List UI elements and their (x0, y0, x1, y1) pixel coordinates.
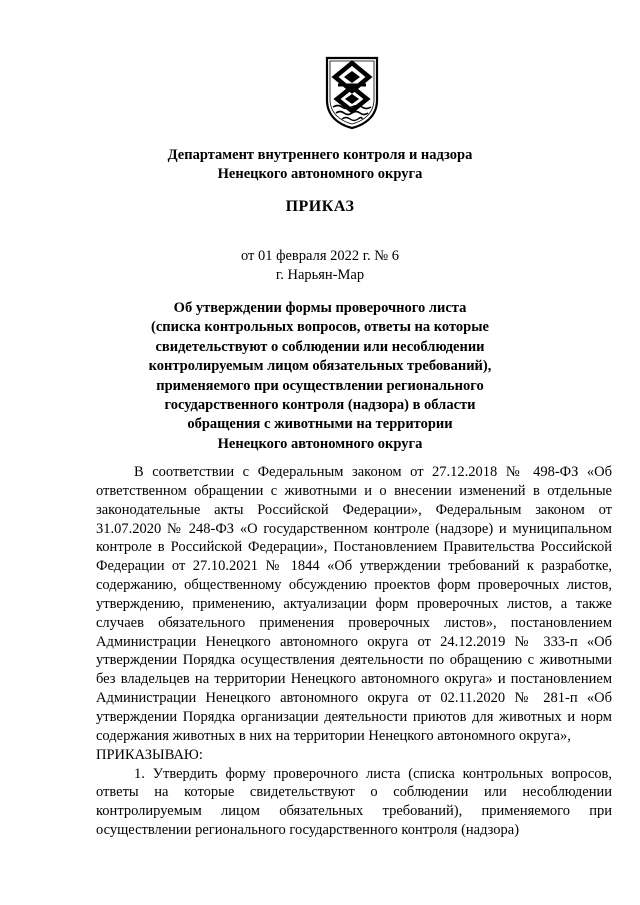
city: г. Нарьян-Мар (275, 267, 365, 283)
document-type: ПРИКАЗ (285, 198, 355, 215)
title-line: контролируемым лицом обязательных требований), (148, 358, 492, 375)
title-line: Ненецкого автономного округа (217, 435, 423, 452)
preamble-paragraph: В соответствии с Федеральным законом от 27.12.2018 № 498-ФЗ «Об ответственном обращении с животными и о внесении изменений в отдельные законодательные акты Российской Федерации», Федеральным законом от 31.07.2020 № 248-ФЗ «О государственном контроле (надзоре) и муниципальном контроле в Российской Федерации», Постановлением Правительства Российской Федерации от 27.10.2021 № 1844 «Об утверждении требований к разработке, содержанию, общественному обсуждению проектов форм проверочных листов, утверждению, применению, актуализации форм проверочных листов, а также случаев обязательного применения проверочных листов», постановлением Администрации Ненецкого автономного округа от 24.12.2019 № 333-п «Об утверждении Порядка осуществления деятельности по обращению с животными без владельцев на территории Ненецкого автономного округа» и постановлением Администрации Ненецкого автономного округа от 02.11.2020 № 281-п «Об утверждении Порядка организации деятельности приютов для животных и норм содержания животных в них на территории Ненецкого автономного округа», (96, 464, 612, 744)
document-body (96, 463, 612, 840)
order-word: ПРИКАЗЫВАЮ: (96, 746, 203, 763)
date-number: от 01 февраля 2022 г. № 6 (240, 248, 400, 264)
department-line-1: Департамент внутреннего контроля и надзора (167, 147, 473, 163)
department-name (0, 146, 640, 184)
coat-of-arms-icon (324, 55, 380, 130)
title-line: Об утверждении формы проверочного листа (173, 300, 467, 316)
title-line: свидетельствуют о соблюдении или несоблюдении (155, 338, 485, 355)
title-line: (списка контрольных вопросов, ответы на которые (151, 319, 489, 336)
title-line: применяемого при осуществлении регионального (156, 377, 484, 394)
department-line-2: Ненецкого автономного округа (217, 166, 423, 182)
document-meta (0, 247, 640, 285)
document-title (0, 299, 640, 454)
item-1-paragraph: 1. Утвердить форму проверочного листа (списка контрольных вопросов, ответы на которые свидетельствуют о соблюдении или несоблюдении контролируемым лицом обязательных требований), применяемого при осуществлении регионального государственного контроля (надзора) (96, 765, 612, 839)
title-line: обращения с животными на территории (187, 416, 453, 433)
title-line: государственного контроля (надзора) в области (164, 397, 476, 414)
